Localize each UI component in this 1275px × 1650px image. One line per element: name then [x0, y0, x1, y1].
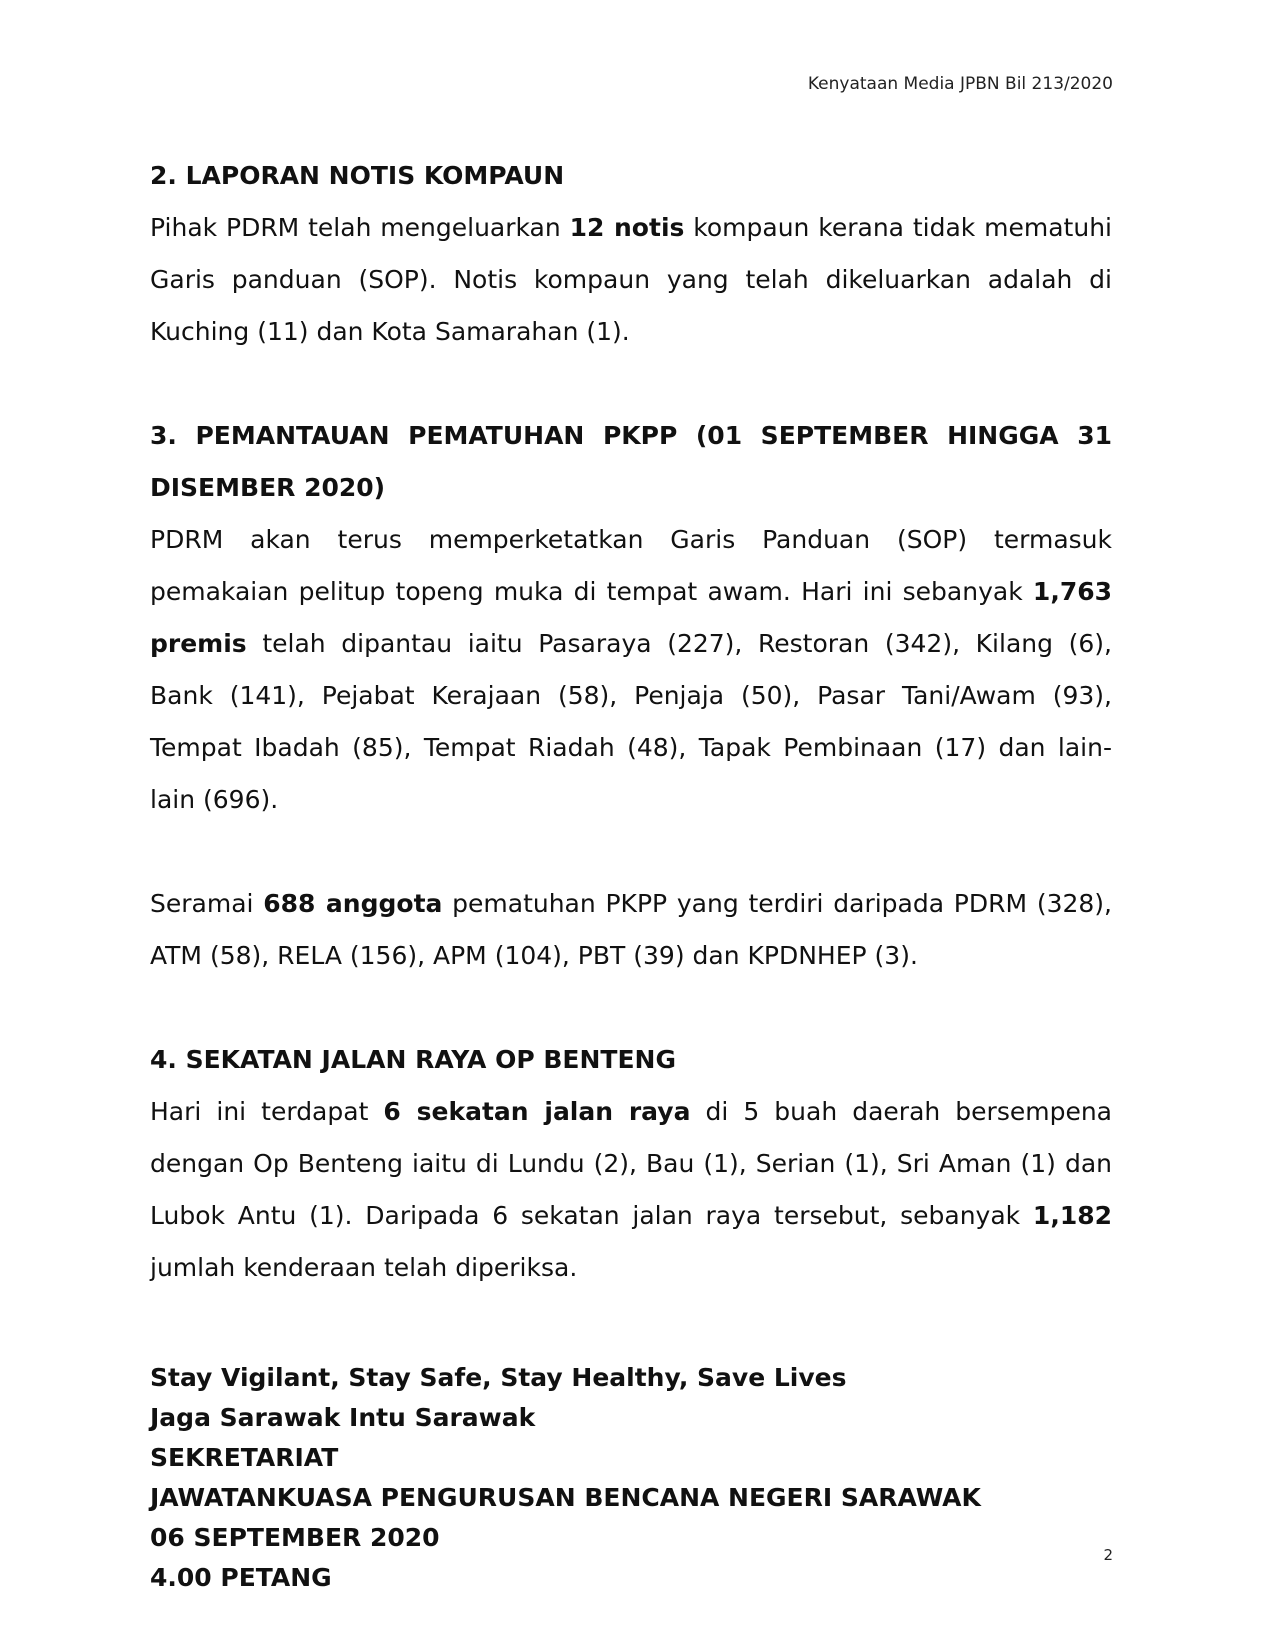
- section-4-text-bold-2: 1,182: [1032, 1201, 1112, 1230]
- section-2-text-c: kompaun kerana tidak mematuhi Garis panduan (SOP). Notis kompaun yang telah dikeluarkan adalah di Kuching (11) dan Kota Samarahan (1).: [150, 213, 1112, 346]
- spacer: [150, 982, 1112, 1034]
- closing-time: 4.00 PETANG: [150, 1563, 332, 1592]
- section-4-text-a: Hari ini terdapat: [150, 1097, 384, 1126]
- closing-committee: JAWATANKUASA PENGURUSAN BENCANA NEGERI SARAWAK: [150, 1483, 981, 1512]
- section-3-p2-text-bold: 688 anggota: [263, 889, 443, 918]
- closing-date: 06 SEPTEMBER 2020: [150, 1523, 440, 1552]
- section-3-text-c: telah dipantau iaitu Pasaraya (227), Restoran (342), Kilang (6), Bank (141), Pejabat Kerajaan (58), Penjaja (50), Pasar Tani/Awam (93), Tempat Ibadah (85), Tempat Riadah (48), Tapak Pembinaan (17) dan lain-lain (696).: [150, 629, 1112, 814]
- section-4-text-bold-1: 6 sekatan jalan raya: [383, 1097, 691, 1126]
- section-4-text-c: di 5 buah daerah bersempena dengan Op Benteng iaitu di Lundu (2), Bau (1), Serian (1), Sri Aman (1) dan Lubok Antu (1). Daripada 6 sekatan jalan raya tersebut, sebanyak: [150, 1097, 1112, 1230]
- section-4-heading: 4. SEKATAN JALAN RAYA OP BENTENG: [150, 1045, 676, 1074]
- section-2-paragraph: [150, 202, 1112, 358]
- section-3-heading: 3. PEMANTAUAN PEMATUHAN PKPP (01 SEPTEMBER HINGGA 31 DISEMBER 2020): [150, 421, 1112, 502]
- closing-slogan: Stay Vigilant, Stay Safe, Stay Healthy, Save Lives: [150, 1363, 847, 1392]
- closing-motto: Jaga Sarawak Intu Sarawak: [150, 1403, 536, 1432]
- section-3-p2-text-a: Seramai: [150, 889, 264, 918]
- spacer: [150, 826, 1112, 878]
- spacer: [150, 1294, 1112, 1334]
- section-2-text-a: Pihak PDRM telah mengeluarkan: [150, 213, 570, 242]
- section-4-paragraph: [150, 1086, 1112, 1294]
- document-reference: Kenyataan Media JPBN Bil 213/2020: [807, 74, 1113, 94]
- spacer: [150, 1334, 1112, 1358]
- section-3-paragraph-1: [150, 514, 1112, 826]
- section-2-text-bold: 12 notis: [569, 213, 685, 242]
- section-3-text-a: PDRM akan terus memperketatkan Garis Panduan (SOP) termasuk pemakaian pelitup topeng muka di tempat awam. Hari ini sebanyak: [150, 525, 1112, 606]
- document-body: [150, 150, 1112, 1598]
- section-4-text-e: jumlah kenderaan telah diperiksa.: [150, 1253, 578, 1282]
- closing-secretariat: SEKRETARIAT: [150, 1443, 339, 1472]
- page-number: 2: [1103, 1546, 1113, 1564]
- section-3-paragraph-2: [150, 878, 1112, 982]
- spacer: [150, 358, 1112, 410]
- section-3-text-bold: 1,763 premis: [150, 577, 1112, 658]
- section-3-p2-text-c: pematuhan PKPP yang terdiri daripada PDRM (328), ATM (58), RELA (156), APM (104), PBT (39) dan KPDNHEP (3).: [150, 889, 1112, 970]
- section-2-heading: 2. LAPORAN NOTIS KOMPAUN: [150, 161, 565, 190]
